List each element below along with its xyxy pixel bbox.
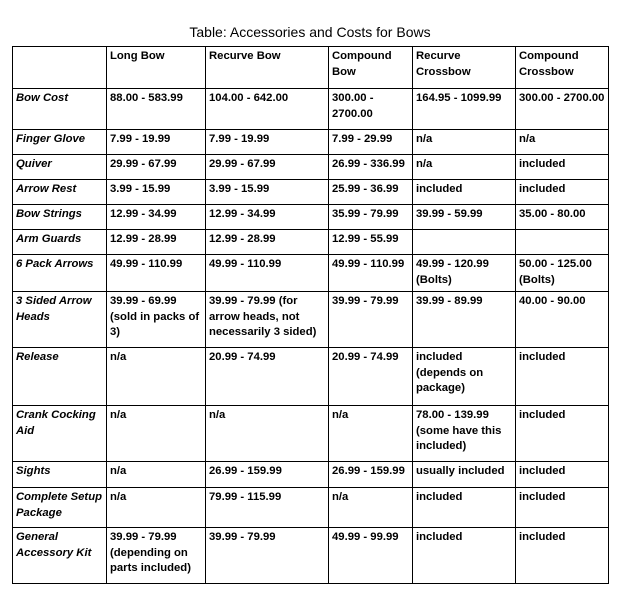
- table-cell: included: [516, 406, 609, 462]
- table-cell: included: [516, 488, 609, 528]
- table-row: [13, 406, 609, 462]
- row-label: Finger Glove: [13, 130, 107, 155]
- column-header-compound-bow: Compound Bow: [329, 47, 413, 89]
- table-cell: 7.99 - 19.99: [107, 130, 206, 155]
- column-header-recurve-crossbow: Recurve Crossbow: [413, 47, 516, 89]
- table-cell: 49.99 - 99.99: [329, 528, 413, 584]
- table-row: [13, 348, 609, 406]
- table-cell: 78.00 - 139.99 (some have this included): [413, 406, 516, 462]
- row-label: Bow Cost: [13, 89, 107, 130]
- row-label: 3 Sided Arrow Heads: [13, 292, 107, 348]
- row-label: Complete Setup Package: [13, 488, 107, 528]
- table-cell: 26.99 - 159.99: [329, 462, 413, 488]
- table-cell: 49.99 - 110.99: [107, 255, 206, 292]
- column-header-long-bow: Long Bow: [107, 47, 206, 89]
- table-cell: 49.99 - 110.99: [206, 255, 329, 292]
- table-cell: n/a: [107, 406, 206, 462]
- table-row: [13, 528, 609, 584]
- table-cell: n/a: [329, 406, 413, 462]
- table-cell: 35.00 - 80.00: [516, 205, 609, 230]
- table-cell: included: [413, 488, 516, 528]
- table-cell: included: [516, 462, 609, 488]
- table-cell: included: [413, 180, 516, 205]
- row-label: Release: [13, 348, 107, 406]
- table-cell: 50.00 - 125.00 (Bolts): [516, 255, 609, 292]
- table-cell: n/a: [413, 155, 516, 180]
- table-cell: 39.99 - 69.99 (sold in packs of 3): [107, 292, 206, 348]
- table-cell: 49.99 - 120.99 (Bolts): [413, 255, 516, 292]
- table-cell: 26.99 - 336.99: [329, 155, 413, 180]
- row-label: 6 Pack Arrows: [13, 255, 107, 292]
- table-row: [13, 130, 609, 155]
- table-cell: 79.99 - 115.99: [206, 488, 329, 528]
- table-cell: included: [516, 348, 609, 406]
- table-cell: 26.99 - 159.99: [206, 462, 329, 488]
- row-label: Sights: [13, 462, 107, 488]
- table-cell: 3.99 - 15.99: [107, 180, 206, 205]
- table-cell: included: [516, 155, 609, 180]
- column-header-empty: [13, 47, 107, 89]
- table-cell: 300.00 - 2700.00: [516, 89, 609, 130]
- table-cell: 40.00 - 90.00: [516, 292, 609, 348]
- table-header-row: [13, 47, 609, 89]
- table-cell: 7.99 - 19.99: [206, 130, 329, 155]
- table-cell: included: [413, 528, 516, 584]
- table-row: [13, 462, 609, 488]
- table-cell: included: [516, 528, 609, 584]
- table-cell: 39.99 - 79.99: [329, 292, 413, 348]
- table-cell: 49.99 - 110.99: [329, 255, 413, 292]
- table-cell: 20.99 - 74.99: [329, 348, 413, 406]
- row-label: General Accessory Kit: [13, 528, 107, 584]
- table-cell: 164.95 - 1099.99: [413, 89, 516, 130]
- table-cell: 39.99 - 89.99: [413, 292, 516, 348]
- table-cell: 12.99 - 28.99: [107, 230, 206, 255]
- row-label: Arrow Rest: [13, 180, 107, 205]
- table-cell: 39.99 - 79.99: [206, 528, 329, 584]
- table-cell: 300.00 - 2700.00: [329, 89, 413, 130]
- table-title: Table: Accessories and Costs for Bows: [189, 24, 431, 40]
- table-cell: 12.99 - 34.99: [206, 205, 329, 230]
- table-row: [13, 205, 609, 230]
- table-cell: n/a: [329, 488, 413, 528]
- table-cell: 20.99 - 74.99: [206, 348, 329, 406]
- table-cell: 12.99 - 34.99: [107, 205, 206, 230]
- table-cell: 39.99 - 59.99: [413, 205, 516, 230]
- table-cell: 12.99 - 55.99: [329, 230, 413, 255]
- table-cell: n/a: [107, 348, 206, 406]
- column-header-compound-crossbow: Compound Crossbow: [516, 47, 609, 89]
- table-row: [13, 230, 609, 255]
- table-cell: n/a: [413, 130, 516, 155]
- table-cell: 12.99 - 28.99: [206, 230, 329, 255]
- table-cell: usually included: [413, 462, 516, 488]
- table-cell: 39.99 - 79.99 (depending on parts included): [107, 528, 206, 584]
- table-cell: 35.99 - 79.99: [329, 205, 413, 230]
- table-cell: 29.99 - 67.99: [206, 155, 329, 180]
- table-cell: 25.99 - 36.99: [329, 180, 413, 205]
- table-row: [13, 292, 609, 348]
- table-cell: 29.99 - 67.99: [107, 155, 206, 180]
- table-cell: n/a: [516, 130, 609, 155]
- table-cell: included: [516, 180, 609, 205]
- table-cell: 104.00 - 642.00: [206, 89, 329, 130]
- table-cell: n/a: [107, 488, 206, 528]
- table-cell: 88.00 - 583.99: [107, 89, 206, 130]
- table-row: [13, 255, 609, 292]
- table-cell: 39.99 - 79.99 (for arrow heads, not necessarily 3 sided): [206, 292, 329, 348]
- table-row: [13, 89, 609, 130]
- table-row: [13, 180, 609, 205]
- row-label: Arm Guards: [13, 230, 107, 255]
- row-label: Quiver: [13, 155, 107, 180]
- row-label: Crank Cocking Aid: [13, 406, 107, 462]
- table-cell: [413, 230, 516, 255]
- table-row: [13, 155, 609, 180]
- column-header-recurve-bow: Recurve Bow: [206, 47, 329, 89]
- table-cell: n/a: [107, 462, 206, 488]
- table-row: [13, 488, 609, 528]
- row-label: Bow Strings: [13, 205, 107, 230]
- table-cell: [516, 230, 609, 255]
- table-cell: n/a: [206, 406, 329, 462]
- accessories-cost-table: [12, 46, 609, 584]
- table-cell: 3.99 - 15.99: [206, 180, 329, 205]
- table-cell: included (depends on package): [413, 348, 516, 406]
- table-cell: 7.99 - 29.99: [329, 130, 413, 155]
